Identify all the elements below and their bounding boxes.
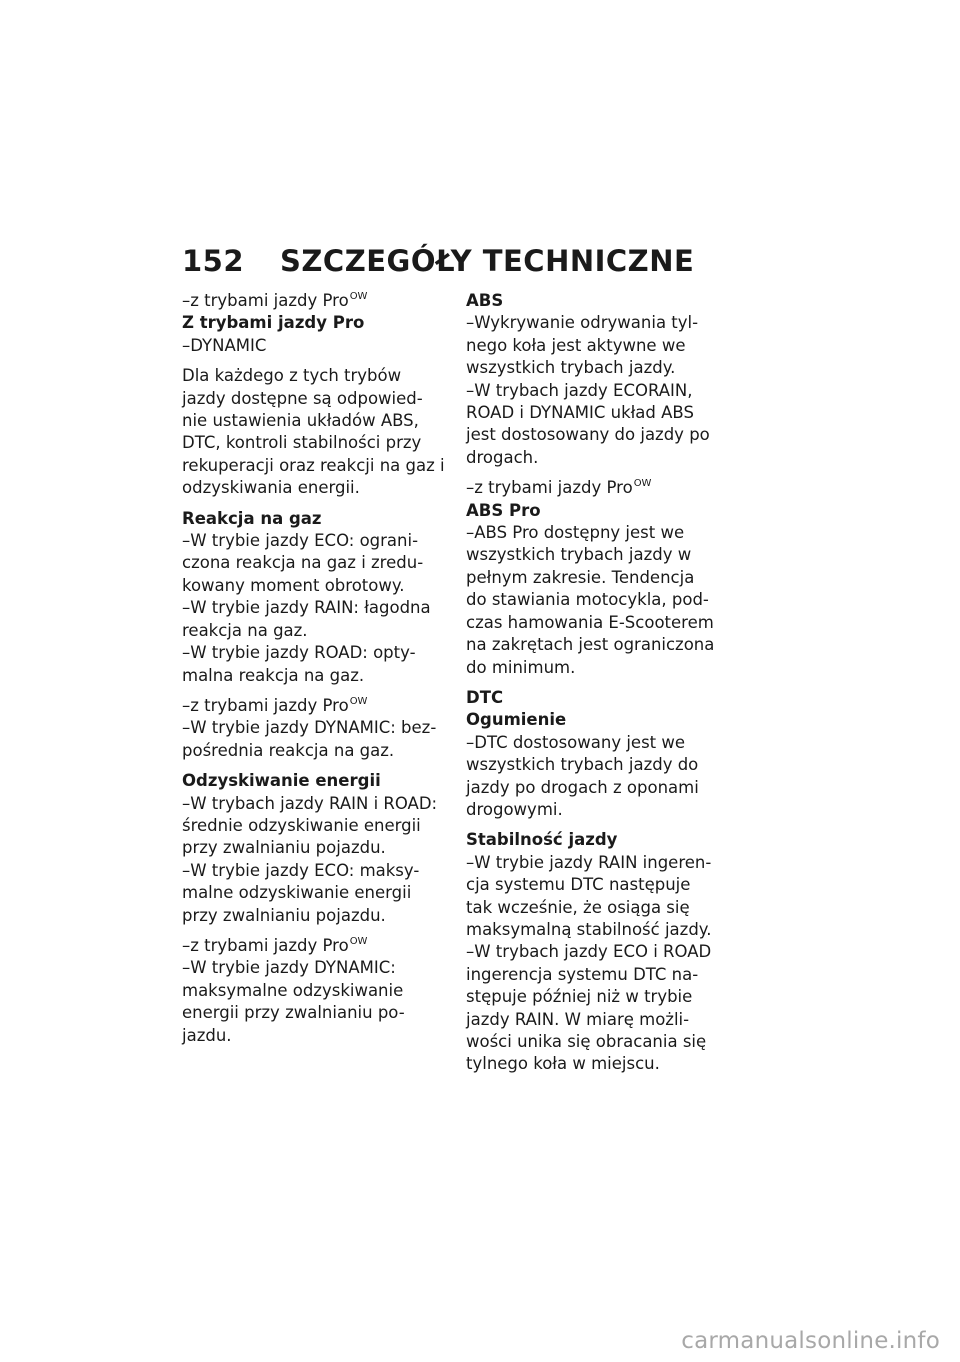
page-header <box>182 244 694 278</box>
section-title: SZCZEGÓŁY TECHNICZNE <box>280 244 695 278</box>
subheading-throttle: Reakcja na gaz <box>182 508 322 528</box>
list-item: –W trybie jazdy ROAD: opty- malna reakcja na gaz. <box>182 643 416 685</box>
list-item: –W trybach jazdy ECO i ROAD ingerencja systemu DTC na- stępuje później niż w trybie jazdy RAIN. W miarę możli- wości unika się obracania się tylnego koła w miejscu. <box>466 942 712 1074</box>
list-item: –DTC dostosowany jest we wszystkich trybach jazdy do jazdy po drogach z oponami drogowymi. <box>466 732 699 819</box>
subheading-stability: Stabilność jazdy <box>466 830 618 850</box>
subheading-abs-pro: ABS Pro <box>466 500 541 520</box>
subheading-dtc: DTC <box>466 687 504 707</box>
subheading-abs: ABS <box>466 291 504 310</box>
list-item: –W trybie jazdy RAIN: łagodna reakcja na gaz. <box>182 598 431 640</box>
list-item: –W trybie jazdy ECO: ograni- czona reakcja na gaz i zredu- kowany moment obrotowy. <box>182 531 424 595</box>
list-item: –W trybie jazdy DYNAMIC: bez- pośrednia reakcja na gaz. <box>182 718 437 760</box>
left-column <box>182 290 454 1047</box>
watermark: carmanualsonline.info <box>681 1328 940 1354</box>
list-item: –Wykrywanie odrywania tyl- nego koła jest aktywne we wszystkich trybach jazdy. <box>466 313 699 378</box>
list-item: –W trybach jazdy ECORAIN, ROAD i DYNAMIC układ ABS jest dostosowany do jazdy po drogach. <box>466 380 710 467</box>
list-item: –W trybie jazdy ECO: maksy- malne odzyskiwanie energii przy zwalnianiu pojazdu. <box>182 860 420 925</box>
pro-modes-note: –z trybami jazdy Pro$^{OW}$ <box>182 935 368 955</box>
subheading-tyres: Ogumienie <box>466 710 567 730</box>
intro-paragraph: Dla każdego z tych trybów jazdy dostępne są odpowied- nie ustawienia układów ABS, DTC, kontroli stabilności przy rekuperacji oraz reakcji na gaz i odzyskiwania energii. <box>182 366 445 498</box>
right-column <box>466 290 742 1076</box>
list-item: –W trybach jazdy RAIN i ROAD: średnie odzyskiwanie energii przy zwalnianiu pojazdu. <box>182 793 438 858</box>
pro-modes-note: –z trybami jazdy Pro$^{OW}$ <box>182 291 368 310</box>
list-item: –ABS Pro dostępny jest we wszystkich trybach jazdy w pełnym zakresie. Tendencja do stawiania motocykla, pod- czas hamowania E-Scooterem na zakrętach jest ograniczona do minimum. <box>466 523 715 677</box>
subheading-energy-recovery: Odzyskiwanie energii <box>182 771 381 791</box>
pro-modes-note: –z trybami jazdy Pro$^{OW}$ <box>466 478 652 498</box>
list-item: –DYNAMIC <box>182 335 267 355</box>
pro-modes-note: –z trybami jazdy Pro$^{OW}$ <box>182 695 368 715</box>
list-item: –W trybie jazdy DYNAMIC: maksymalne odzyskiwanie energii przy zwalnianiu po- jazdu. <box>182 958 405 1045</box>
page-number: 152 <box>182 244 245 278</box>
list-item: –W trybie jazdy RAIN ingeren- cja systemu DTC następuje tak wcześnie, że osiąga się maksymalną stabilność jazdy. <box>466 852 712 939</box>
subheading-pro-modes: Z trybami jazdy Pro <box>182 313 365 333</box>
